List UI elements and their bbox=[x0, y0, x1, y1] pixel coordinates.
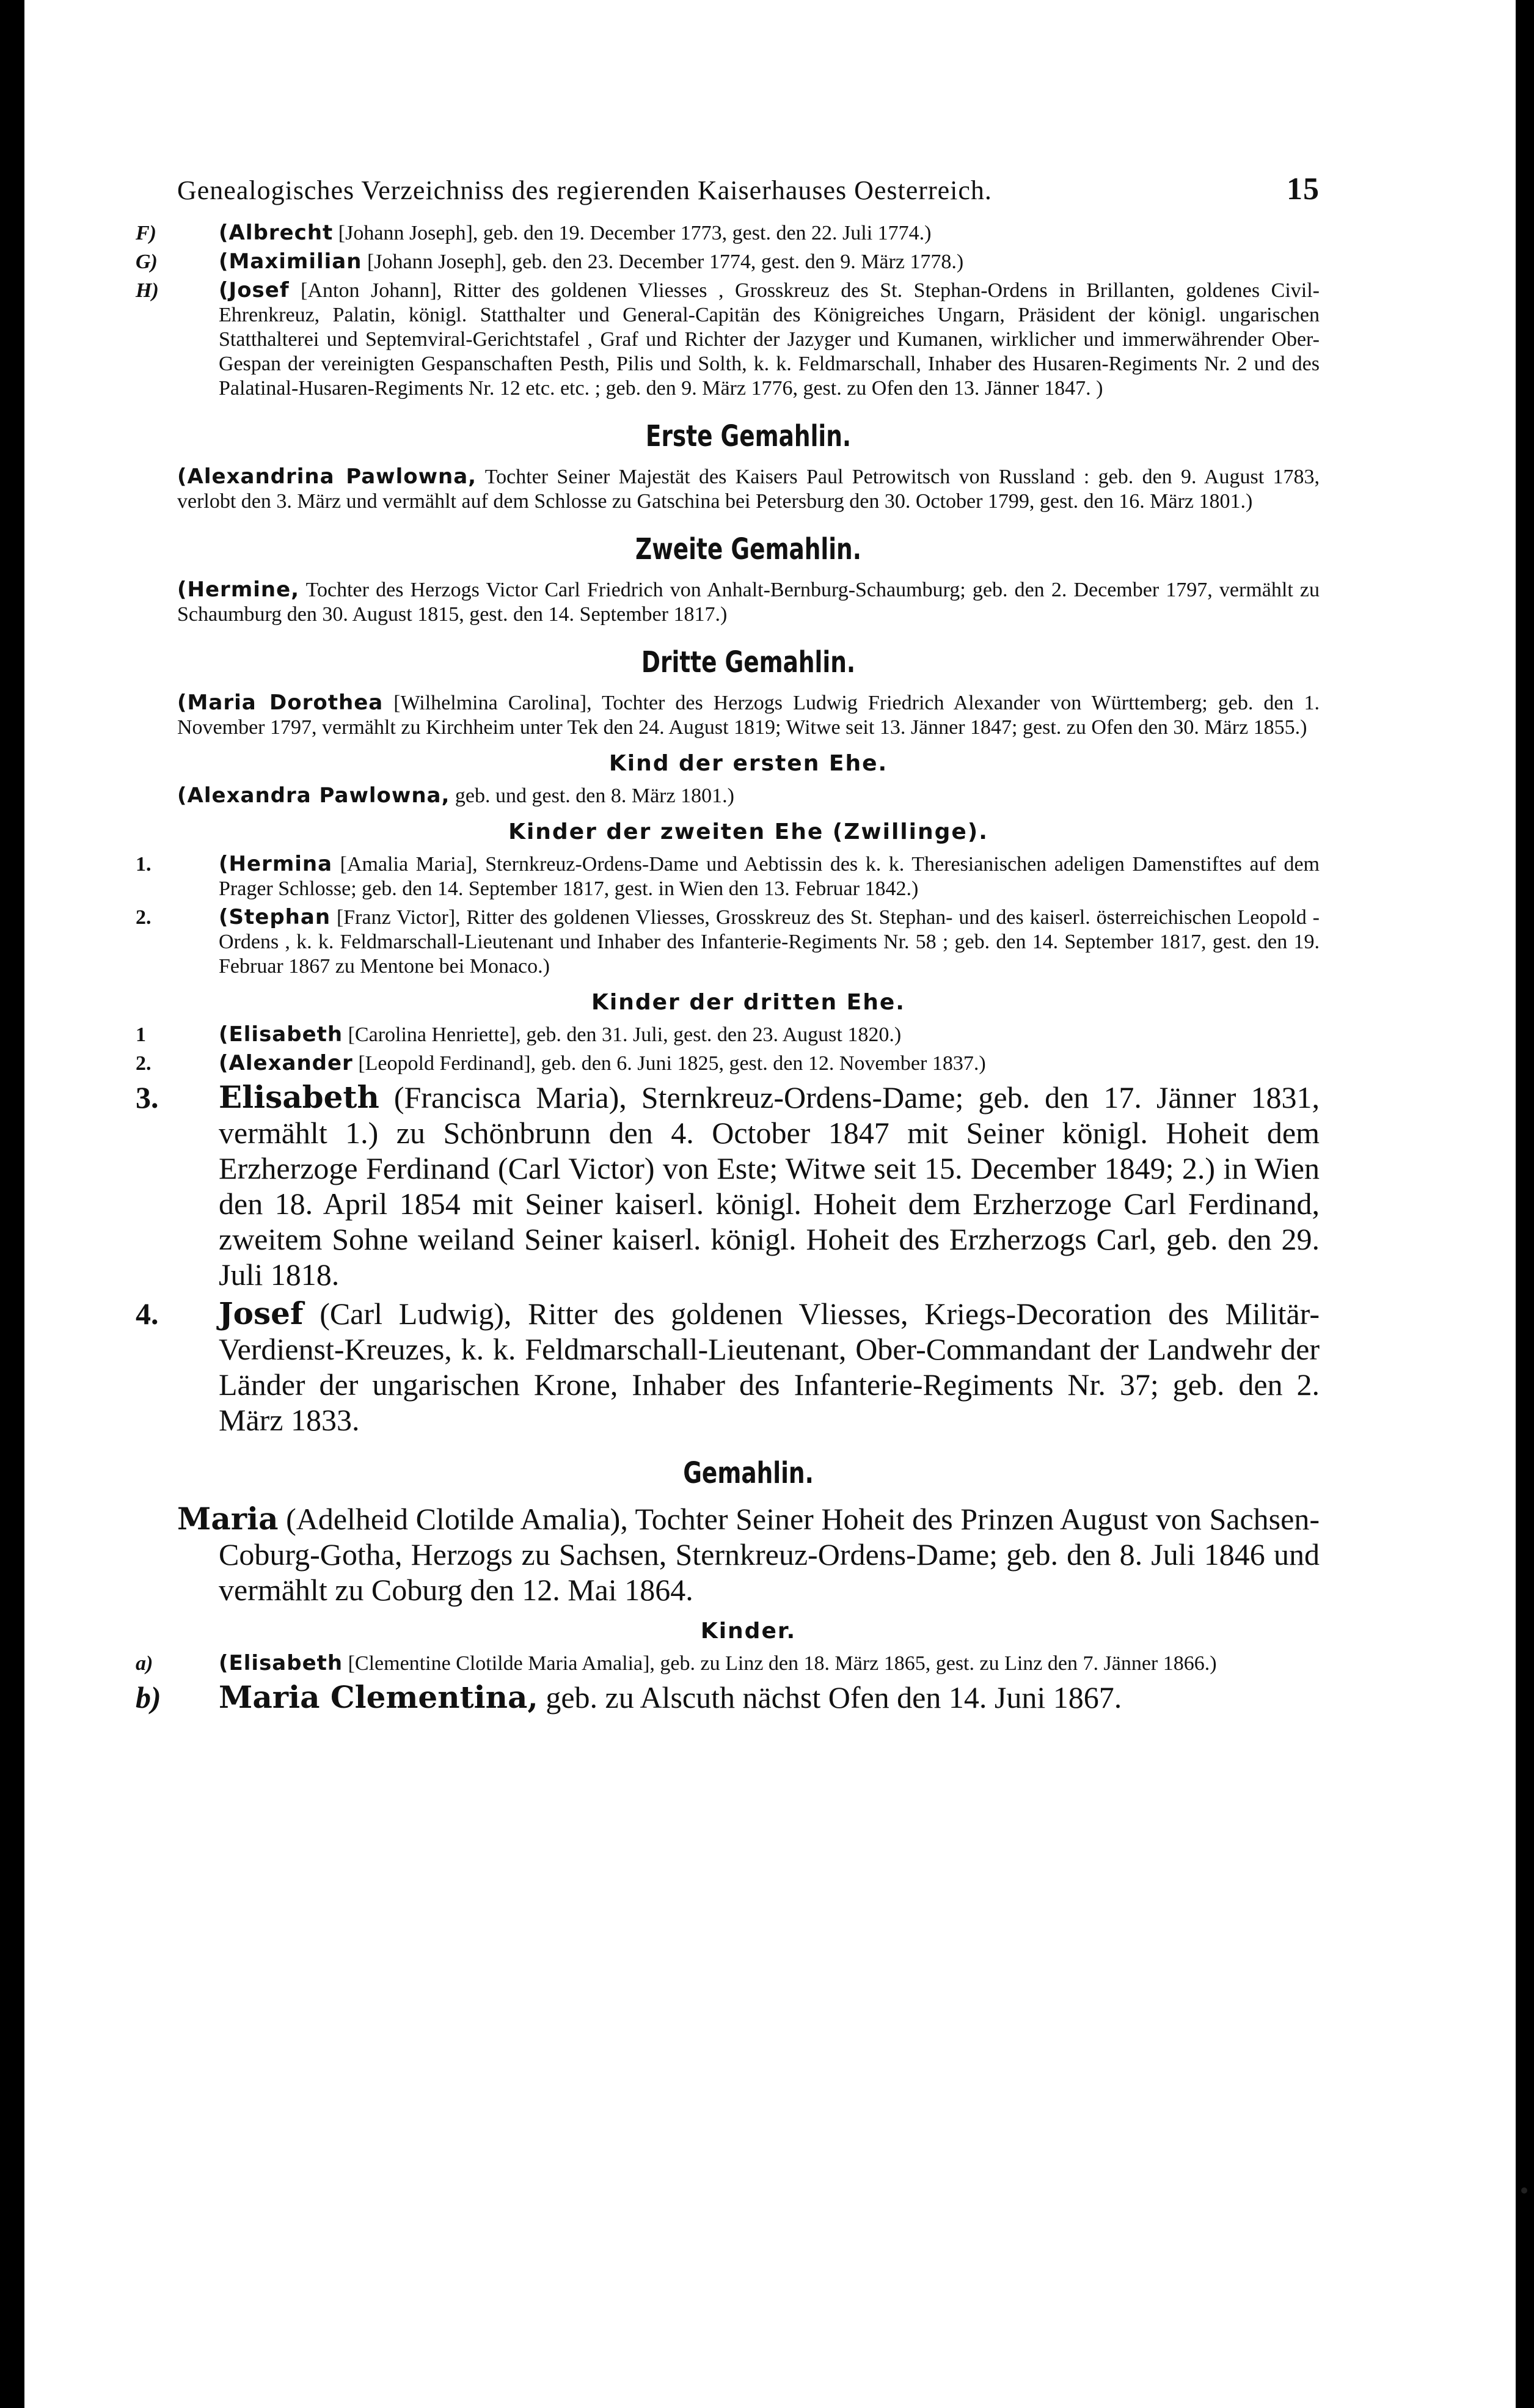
heading-gemahlin: Gemahlin. bbox=[683, 1456, 814, 1490]
entry-number: 3. bbox=[136, 1080, 159, 1114]
entry-text: [Johann Joseph], geb. den 23. December 1774, gest. den 9. März 1778.) bbox=[362, 251, 964, 273]
entry-alexandrina bbox=[177, 464, 1320, 514]
entry-albrecht bbox=[136, 221, 1320, 246]
heading-erste-gemahlin: Erste Gemahlin. bbox=[645, 419, 852, 453]
entry-maria-clementina bbox=[136, 1679, 1320, 1715]
person-name: (Alexander bbox=[219, 1051, 353, 1075]
person-name: (Hermine, bbox=[177, 577, 300, 602]
running-head bbox=[177, 171, 1320, 207]
heading-kinder: Kinder. bbox=[700, 1619, 797, 1644]
entry-text: (Adelheid Clotilde Amalia), Tochter Seiner Hoheit des Prinzen August von Sachsen-Coburg-Gotha, Herzogs zu Sachsen, Sternkreuz-Ordens-Dame; geb. den 8. Juli 1846 und vermählt zu Coburg den 12. Mai 1864. bbox=[219, 1502, 1320, 1607]
entry-alexander bbox=[136, 1051, 1320, 1076]
entry-text: Tochter Seiner Majestät des Kaisers Paul Petrowitsch von Russland : geb. den 9. August 1783, verlobt den 3. März und vermählt auf dem Schlosse zu Gatschina bei Petersburg den 30. October 1799, gest. den 16. März 1801.) bbox=[177, 466, 1320, 513]
person-name: (Alexandrina Pawlowna, bbox=[177, 464, 477, 489]
entry-maria-adelheid bbox=[177, 1501, 1320, 1608]
entry-number: 4. bbox=[136, 1297, 159, 1331]
ink-speck bbox=[1521, 2187, 1527, 2194]
person-name: Maria Clementina, bbox=[219, 1679, 538, 1715]
entry-alexandra bbox=[177, 783, 1320, 808]
entry-text: geb. zu Alscuth nächst Ofen den 14. Juni 1867. bbox=[538, 1680, 1122, 1715]
entry-text: (Carl Ludwig), Ritter des goldenen Vliesses, Kriegs-Decoration des Militär-Verdienst-Kreuzes, k. k. Feldmarschall-Lieutenant, Ober-Commandant der Landwehr der Länder der ungarischen Krone, Inhaber des Infanterie-Regiments Nr. 37; geb. den 2. März 1833. bbox=[219, 1297, 1320, 1437]
entry-number: 2. bbox=[136, 1052, 152, 1075]
entry-elisabeth-1831 bbox=[136, 1079, 1320, 1292]
entry-text: [Clementine Clotilde Maria Amalia], geb. zu Linz den 18. März 1865, gest. zu Linz den 7. Jänner 1866.) bbox=[343, 1652, 1217, 1675]
person-name: (Hermina bbox=[219, 852, 333, 876]
page-content bbox=[136, 171, 1320, 1719]
entry-text: Tochter des Herzogs Victor Carl Friedrich von Anhalt-Bernburg-Schaumburg; geb. den 2. December 1797, vermählt zu Schaumburg den 30. August 1815, gest. den 14. September 1817.) bbox=[177, 579, 1320, 626]
entry-mark: G) bbox=[136, 251, 158, 273]
heading-zweite-gemahlin: Zweite Gemahlin. bbox=[635, 532, 861, 566]
entry-text: (Francisca Maria), Sternkreuz-Ordens-Dame; geb. den 17. Jänner 1831, vermählt 1.) zu Schönbrunn den 4. October 1847 mit Seiner königl. Hoheit dem Erzherzoge Ferdinand (Carl Victor) von Este; Witwe seit 15. December 1849; 2.) in Wien den 18. April 1854 mit Seiner kaiserl. königl. Hoheit dem Erzherzoge Carl Ferdinand, zweitem Sohne weiland Seiner kaiserl. königl. Hoheit des Erzherzogs Carl, geb. den 29. Juli 1818. bbox=[219, 1080, 1320, 1292]
entry-text: geb. und gest. den 8. März 1801.) bbox=[450, 785, 734, 807]
entry-maximilian bbox=[136, 249, 1320, 274]
person-name: (Maria Dorothea bbox=[177, 690, 384, 715]
person-name: Maria bbox=[177, 1501, 279, 1537]
entry-mark: b) bbox=[136, 1680, 161, 1715]
person-name: (Albrecht bbox=[219, 221, 334, 245]
entry-text: [Franz Victor], Ritter des goldenen Vliesses, Grosskreuz des St. Stephan- und des kaiserl. österreichischen Leopold - Ordens , k. k. Feldmarschall-Lieutenant und Inhaber des Infanterie-Regiments Nr. 58 ; geb. den 14. September 1817, gest. den 19. Februar 1867 zu Mentone bei Monaco.) bbox=[219, 906, 1320, 978]
entry-text: [Wilhelmina Carolina], Tochter des Herzogs Ludwig Friedrich Alexander von Württemberg; geb. den 1. November 1797, vermählt zu Kirchheim unter Tek den 24. August 1819; Witwe seit 13. Jänner 1847; gest. zu Ofen den 30. März 1855.) bbox=[177, 692, 1320, 739]
entry-josef-1833 bbox=[136, 1295, 1320, 1438]
entry-maria-dorothea bbox=[177, 690, 1320, 740]
entry-hermine bbox=[177, 577, 1320, 627]
entry-text: [Amalia Maria], Sternkreuz-Ordens-Dame und Aebtissin des k. k. Theresianischen adeligen Damenstiftes auf dem Prager Schlosse; geb. den 14. September 1817, gest. in Wien den 13. Februar 1842.) bbox=[219, 853, 1320, 900]
heading-kinder-zweite-ehe: Kinder der zweiten Ehe (Zwillinge). bbox=[508, 819, 988, 844]
entry-text: [Leopold Ferdinand], geb. den 6. Juni 1825, gest. den 12. November 1837.) bbox=[352, 1052, 986, 1075]
heading-kind-erste-ehe: Kind der ersten Ehe. bbox=[608, 751, 888, 776]
entry-hermina bbox=[136, 852, 1320, 901]
entry-elisabeth-1865 bbox=[136, 1651, 1320, 1676]
entry-text: [Johann Joseph], geb. den 19. December 1773, gest. den 22. Juli 1774.) bbox=[333, 222, 932, 244]
entry-josef-palatin bbox=[136, 278, 1320, 401]
person-name: (Maximilian bbox=[219, 249, 362, 274]
entry-number: 2. bbox=[136, 906, 152, 929]
entry-number: 1 bbox=[136, 1023, 146, 1046]
entry-text: [Anton Johann], Ritter des goldenen Vliesses , Grosskreuz des St. Stephan-Ordens in Brillanten, goldenes Civil-Ehrenkreuz, Palatin, königl. Statthalter und General-Capitän des Königreiches Ungarn, Präsident der königl. ungarischen Statthalterei und Septemviral-Gerichtstafel , Graf und Richter der Jazyger und Kumanen, wirklicher und immerwährender Ober-Gespan der vereinigten Gespanschaften Pesth, Pilis und Solth, k. k. Feldmarschall, Inhaber des Husaren-Regiments Nr. 2 und des Palatinal-Husaren-Regiments Nr. 12 etc. etc. ; geb. den 9. März 1776, gest. zu Ofen den 13. Jänner 1847. ) bbox=[219, 279, 1320, 400]
page-number: 15 bbox=[1287, 172, 1320, 207]
entry-number: 1. bbox=[136, 853, 152, 876]
heading-dritte-gemahlin: Dritte Gemahlin. bbox=[641, 645, 856, 679]
person-name: (Stephan bbox=[219, 905, 331, 929]
entry-elisabeth-1820 bbox=[136, 1022, 1320, 1047]
entry-mark: H) bbox=[136, 279, 159, 302]
entry-mark: F) bbox=[136, 222, 156, 244]
person-name: Josef bbox=[219, 1295, 304, 1331]
entry-mark: a) bbox=[136, 1652, 153, 1675]
page-header-title: Genealogisches Verzeichniss des regierenden Kaiserhauses Oesterreich. bbox=[177, 175, 992, 205]
document-page bbox=[24, 0, 1516, 2408]
person-name: Elisabeth bbox=[219, 1079, 379, 1115]
person-name: (Josef bbox=[219, 278, 290, 302]
person-name: (Alexandra Pawlowna, bbox=[177, 783, 450, 808]
entry-stephan bbox=[136, 905, 1320, 979]
person-name: (Elisabeth bbox=[219, 1022, 343, 1047]
heading-kinder-dritte-ehe: Kinder der dritten Ehe. bbox=[591, 990, 905, 1015]
person-name: (Elisabeth bbox=[219, 1651, 343, 1675]
entry-text: [Carolina Henriette], geb. den 31. Juli, gest. den 23. August 1820.) bbox=[343, 1023, 902, 1046]
